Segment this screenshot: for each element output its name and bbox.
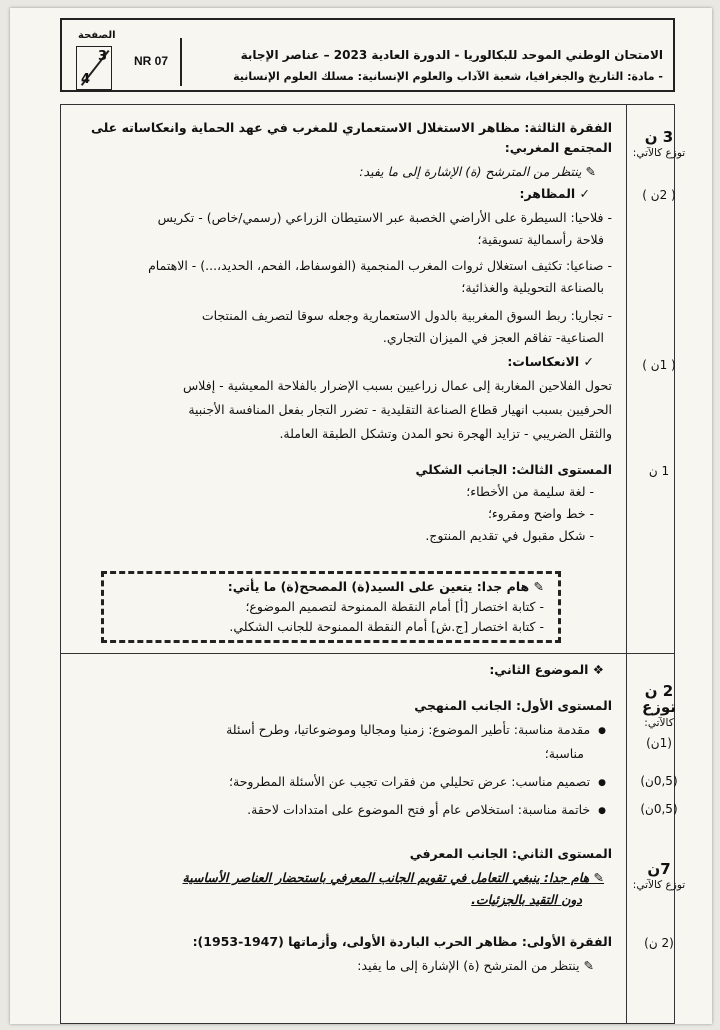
industry-line2: بالصناعة التحويلية والغذائية؛: [461, 280, 604, 295]
topic2-bullet-conclusion: ● خاتمة مناسبة: استخلاص عام أو فتح الموضوع على امتدادات لاحقة.: [247, 801, 606, 820]
page-total: 4: [81, 72, 91, 87]
page-label: الصفحة: [78, 30, 116, 41]
level3-title: المستوى الثالث: الجانب الشكلي: [415, 462, 612, 477]
level3-item1: - لغة سليمة من الأخطاء؛: [466, 484, 594, 499]
answer-frame: [60, 104, 686, 1024]
side-topic2-b3: (0,5ن): [640, 802, 678, 816]
section3-expect: ✎ ينتظر من المترشح (ة) الإشارة إلى ما يفيد:: [359, 164, 596, 179]
side-level3-points: 1 ن: [648, 464, 670, 478]
notice-title: ✎ هام جدا: يتعين على السيد(ة) المصحح(ة) ما يأتي:: [227, 579, 544, 594]
t2-points-value: 2 ن توزع: [642, 682, 676, 716]
corrector-notice-box: [101, 571, 561, 643]
side-s3-effects: ( 1ن ): [642, 358, 676, 372]
effects-line1: تحول الفلاحين المغاربة إلى عمال زراعيين بسبب الإضرار بالفلاحة المعيشية - إفلاس: [183, 378, 612, 393]
side-s3-points: [631, 129, 687, 161]
page-number: 3: [97, 49, 107, 64]
effects-line2: الحرفيين بسبب انهيار قطاع الصناعة التقليدية - تضرر التجار بفعل المنافسة الأجنبية: [188, 402, 612, 417]
side-topic2-b2: (0,5ن): [640, 774, 678, 788]
level1-title: المستوى الأول: الجانب المنهجي: [414, 698, 612, 713]
s3-points-value: 3 ن: [644, 128, 674, 146]
para1-title: الفقرة الأولى: مظاهر الحرب الباردة الأولى، وأزماتها (1947-1953):: [192, 934, 612, 949]
effects-line3: والثقل الضريبي - تزايد الهجرة نحو المدن وتشكل الطبقة العاملة.: [279, 426, 612, 441]
exam-title: الامتحان الوطني الموحد للبكالوريا - الدورة العادية 2023 – عناصر الإجابة: [240, 48, 663, 62]
section-divider: [61, 653, 674, 654]
para1-expect: ✎ ينتظر من المترشح (ة) الإشارة إلى ما يفيد:: [357, 958, 594, 973]
topic2-bullet-plan: ● تصميم مناسب: عرض تحليلي من فقرات تجيب عن الأسئلة المطروحة؛: [229, 773, 606, 792]
side-topic2-points: [631, 683, 687, 731]
level3-item2: - خط واضح ومقروء؛: [487, 506, 594, 521]
section3-title-line2: المجتمع المغربي:: [504, 140, 612, 155]
topic2-bullet-intro: ● مقدمة مناسبة: تأطير الموضوع: زمنيا ومجاليا وموضوعاتيا، وطرح أسئلة: [226, 721, 606, 740]
side-s3-aspects: ( 2ن ): [642, 188, 676, 202]
trade-line2: الصناعية- تفاقم العجز في الميزان التجاري.: [382, 330, 604, 345]
page-header: [60, 18, 675, 92]
header-separator: [180, 38, 182, 86]
side-para1-points: (2 ن): [644, 936, 674, 950]
side-topic2-b1: (1ن): [646, 736, 672, 750]
topic2-bullet-intro-cont: مناسبة؛: [544, 746, 584, 761]
trade-line1: - تجاريا: ربط السوق المغربية بالدول الاستعمارية وجعله سوقا لتصريف المنتجات: [201, 308, 612, 323]
section3-title-line1: الفقرة الثالثة: مظاهر الاستغلال الاستعماري للمغرب في عهد الحماية وانعكاساته على: [90, 120, 612, 135]
exam-subject: - مادة: التاريخ والجغرافيا، شعبة الآداب والعلوم الإنسانية: مسلك العلوم الإنسانية: [233, 70, 663, 83]
exam-code: NR 07: [134, 54, 169, 68]
s3-distribution: توزع كالآتي:: [632, 147, 686, 159]
agri-line1: - فلاحيا: السيطرة على الأراضي الخصبة عبر الاستيطان الزراعي (رسمي/خاص) - تكريس: [157, 210, 612, 225]
topic2-title: ❖ الموضوع الثاني:: [489, 662, 604, 677]
exam-page: [10, 8, 712, 1024]
effects-title: ✓ الانعكاسات:: [507, 354, 594, 369]
agri-line2: فلاحة رأسمالية تسويقية؛: [477, 232, 604, 247]
aspects-title: ✓ المظاهر:: [519, 186, 590, 201]
level3-item3: - شكل مقبول في تقديم المنتوج.: [425, 528, 594, 543]
level2-title: المستوى الثاني: الجانب المعرفي: [409, 846, 612, 861]
notice-line1: - كتابة اختصار [أ] أمام النقطة الممنوحة لتصميم الموضوع؛: [245, 599, 544, 614]
notice-line2: - كتابة اختصار [ج.ش] أمام النقطة الممنوحة للجانب الشكلي.: [229, 619, 544, 634]
k-distribution: توزع كالآتي:: [632, 879, 686, 891]
page-number-box: [76, 46, 112, 90]
side-knowledge-points: [631, 861, 687, 893]
t2-distribution: كالآتي:: [644, 717, 674, 729]
knowledge-note-line2: دون التقيد بالجزئيات.: [471, 892, 582, 907]
k-points-value: 7ن: [647, 860, 671, 878]
industry-line1: - صناعيا: تكثيف استغلال ثروات المغرب المنجمية (الفوسفاط، الفحم، الحديد،...) - الاهتمام: [148, 258, 612, 273]
knowledge-note-line1: ✎ هام جدا: ينبغي التعامل في تقويم الجانب المعرفي باستحضار العناصر الأساسية: [182, 870, 604, 885]
column-divider: [626, 105, 627, 1023]
